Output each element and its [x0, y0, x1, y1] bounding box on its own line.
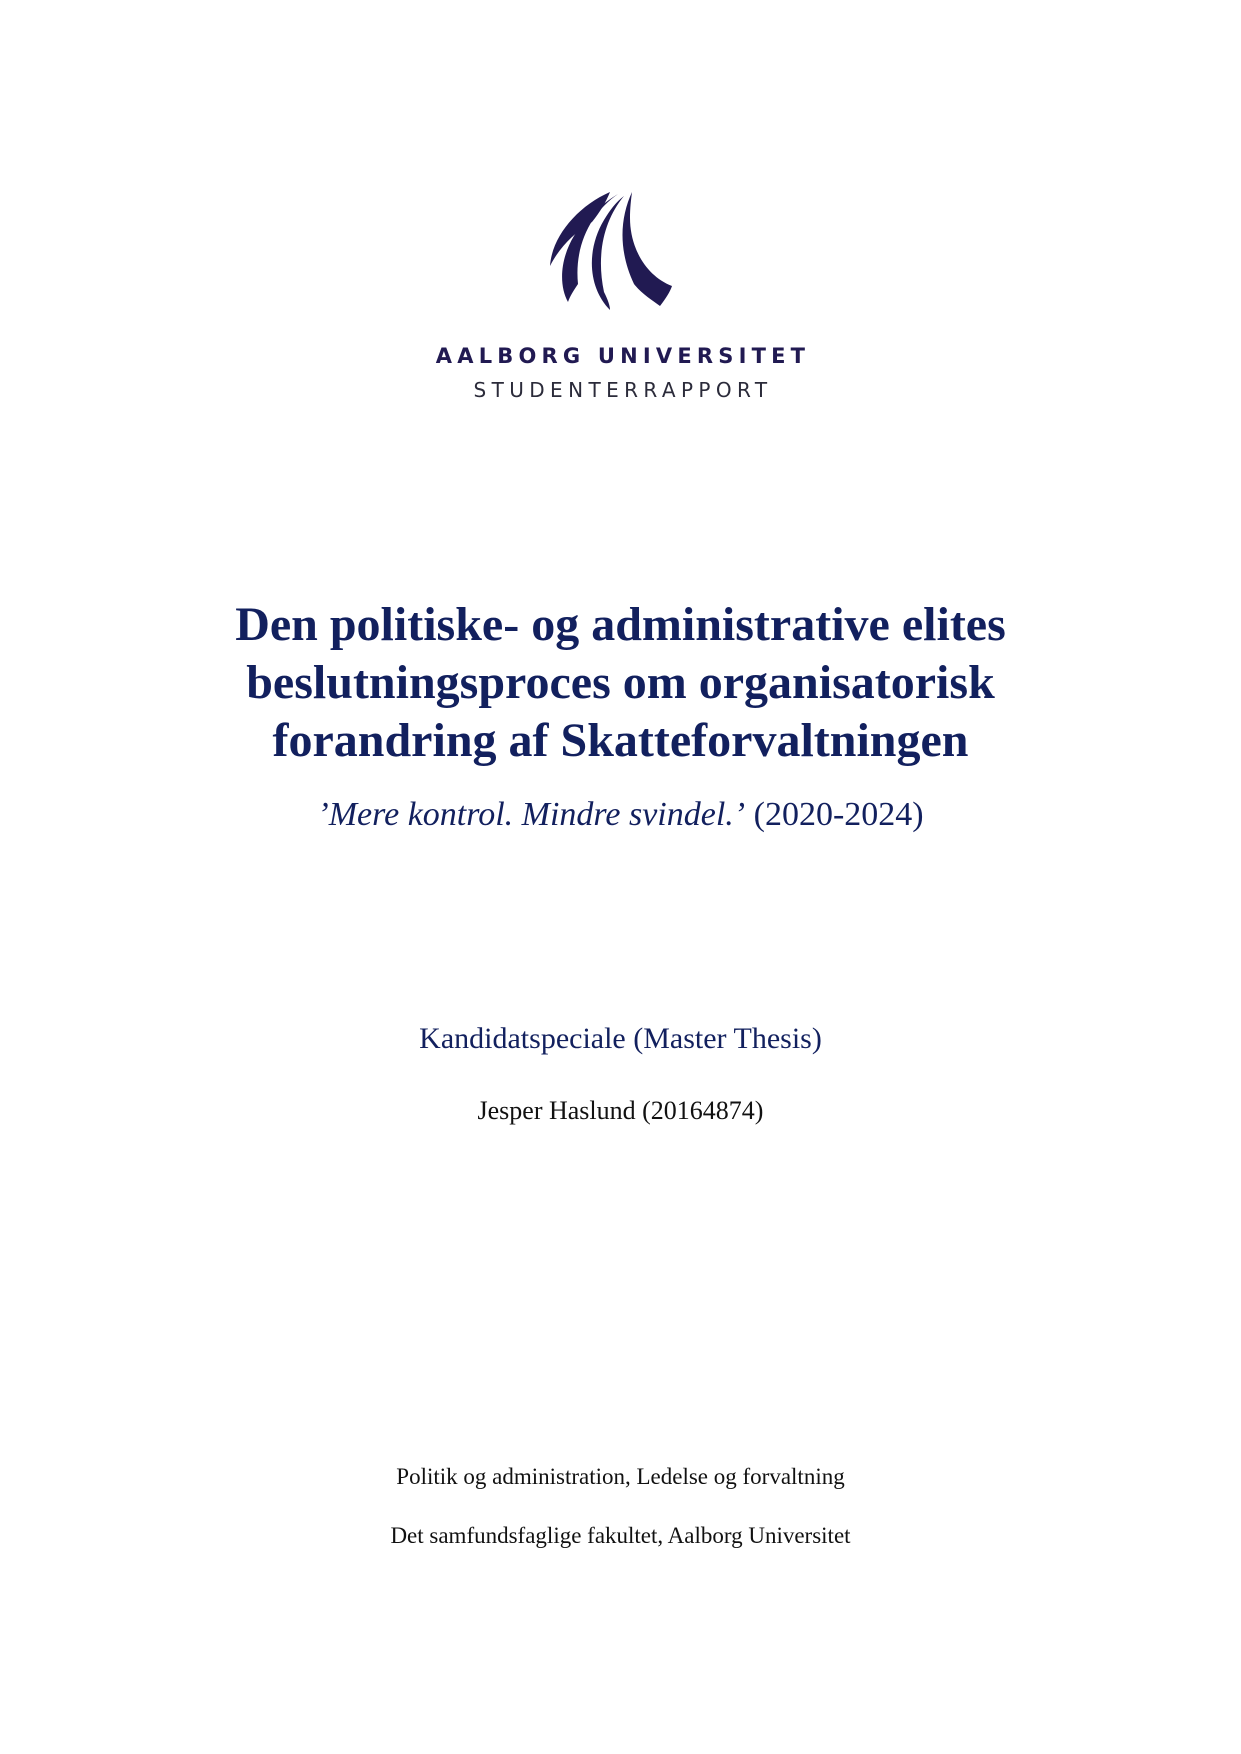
author: Jesper Haslund (20164874)	[477, 1096, 764, 1125]
university-name: AALBORG UNIVERSITET	[435, 344, 811, 368]
report-type-label: STUDENTERRAPPORT	[473, 378, 773, 402]
thesis-title	[120, 596, 1121, 770]
aau-wave-logo-icon	[548, 188, 673, 310]
subtitle-period: (2020-2024)	[753, 796, 924, 833]
thesis-subtitle	[0, 795, 1241, 835]
title-line-2: beslutningsproces om organisatorisk	[246, 656, 995, 709]
study-program: Politik og administration, Ledelse og forvaltning	[396, 1464, 845, 1489]
title-line-3: forandring af Skatteforvaltningen	[272, 714, 969, 767]
title-line-1: Den politiske- og administrative elites	[235, 598, 1006, 651]
faculty: Det samfundsfaglige fakultet, Aalborg Universitet	[390, 1523, 851, 1548]
subtitle-quote: ’Mere kontrol. Mindre svindel.’	[317, 796, 746, 833]
thesis-type: Kandidatspeciale (Master Thesis)	[419, 1022, 822, 1055]
